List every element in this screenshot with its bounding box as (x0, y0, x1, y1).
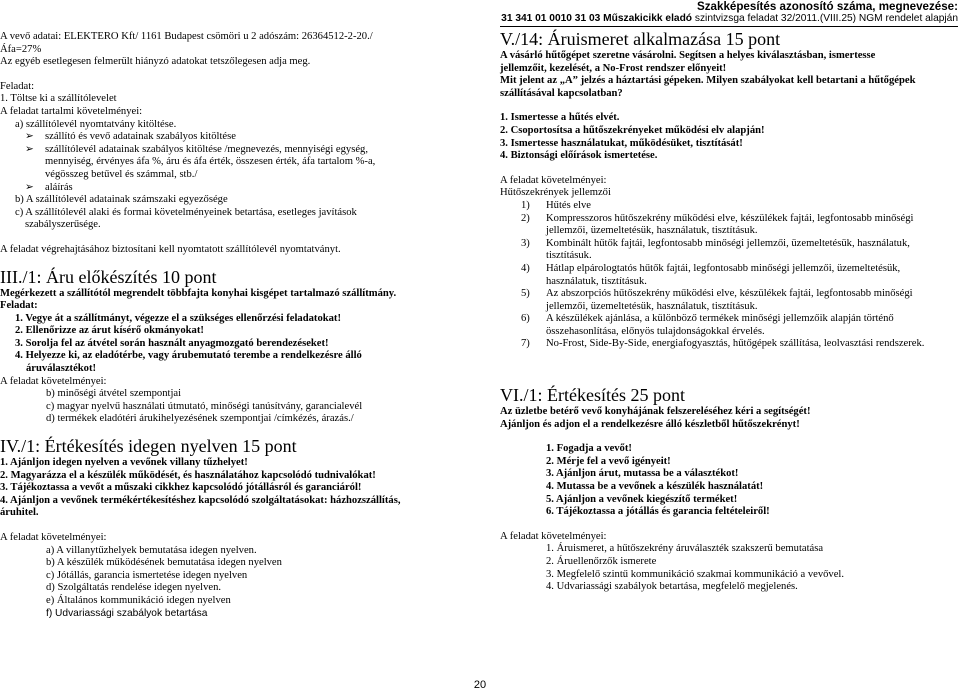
task-1: 1. Töltse ki a szállítólevelet (0, 93, 117, 105)
right-column (500, 0, 958, 594)
section-5-req-subtitle: Hűtőszekrények jellemzői (500, 187, 611, 199)
numbered-item: 4) Hátlap elpárologtatós hűtők fajtái, legfontosabb minőségi jellemzői, üzemeltetésük, használatuk, tisztításuk. (521, 262, 901, 287)
section-6-task: 4. Mutassa be a vevőnek a készülék használatát! (546, 481, 764, 493)
bullet-item: ➢ szállító és vevő adatainak szabályos kitöltése (25, 131, 236, 143)
section-3-intro: Megérkezett a szállítótól megrendelt többfajta konyhai kisgépet tartalmazó szállítmány. (0, 287, 397, 299)
bullet-item: ➢ szállítólevél adatainak szabályos kitöltése /megnevezés, mennyiségi egység, mennyiség, érvényes áfa %, áru és áfa érték, összesen érték, áfa tartalom %-a, végösszeg betűvel és számmal, stb./ (25, 143, 376, 180)
requirement-c: c) A szállítólevél alaki és formai követelményeinek betartása, esetleges javítások (15, 206, 357, 218)
arrow-bullet-icon: ➢ (25, 181, 34, 193)
section-6-intro: Az üzletbe betérő vevő konyhájának felszereléséhez kéri a segítségét! (500, 406, 811, 418)
section-3-task-label: Feladat: (0, 300, 38, 312)
numbered-item: 2) Kompresszoros hűtőszekrény működési elve, készülékek fajtái, legfontosabb minőségi jellemzői, üzemeltetésük, használatuk, tisztításuk. (521, 212, 914, 237)
section-4-req: d) Szolgáltatás rendelése idegen nyelven. (46, 582, 222, 594)
section-6-req: 3. Megfelelő szintű kommunikáció szakmai kommunikáció a vevővel. (546, 568, 845, 580)
numbered-item: 1) Hűtés elve (521, 199, 592, 211)
section-5-req-label: A feladat követelményei: (500, 174, 607, 186)
section-5-intro: Mit jelent az „A” jelzés a háztartási gépeken. Milyen szabályokat kell betartani a hűtőgépek (500, 75, 916, 87)
requirement-a: a) szállítólevél nyomtatvány kitöltése. (15, 118, 177, 130)
section-4-req: f) Udvariassági szabályok betartása (46, 607, 208, 619)
section-3-task: 4. Helyezze ki, az eladótérbe, vagy árubemutató terembe a rendelkezésre álló (15, 350, 362, 362)
section-5-task: 1. Ismertesse a hűtés elvét. (500, 112, 620, 124)
section-4-req: b) A készülék működésének bemutatása idegen nyelven (46, 557, 282, 569)
requirement-c-cont: szabályszerűsége. (25, 219, 101, 231)
section-5-intro: szállításával kapcsolatban? (500, 87, 623, 99)
task-label: Feladat: (0, 80, 35, 92)
bullet-item: ➢ aláírás (25, 181, 73, 193)
section-3-task-cont: áruválasztékot! (26, 363, 97, 375)
section-6-req: 2. Áruellenőrzők ismerete (546, 556, 657, 567)
section-5-title: V./14: Áruismeret alkalmazása 15 pont (500, 29, 781, 49)
section-4-req: c) Jótállás, garancia ismertetése idegen nyelven (46, 569, 248, 581)
arrow-bullet-icon: ➢ (25, 143, 34, 155)
other-data-line: Az egyéb esetlegesen felmerült hiányzó adatokat tetszőlegesen adja meg. (0, 56, 311, 68)
section-4-task: 1. Ajánljon idegen nyelven a vevőnek villany tűzhelyet! (0, 457, 248, 469)
section-4-task: 4. Ajánljon a vevőnek termékértékesítéshez kapcsolódó szolgáltatásokat: házhozszállítás, (0, 494, 401, 506)
section-6-intro: Ajánljon és adjon el a rendelkezésre álló készletből hűtőszekrényt! (500, 418, 800, 430)
arrow-bullet-icon: ➢ (25, 131, 34, 143)
section-3-task: 3. Sorolja fel az átvétel során használt anyagmozgató berendezéseket! (15, 337, 329, 349)
section-3-title: III./1: Áru előkészítés 10 pont (0, 266, 217, 287)
requirements-label: A feladat tartalmi követelményei: (0, 105, 143, 117)
section-6-req: 4. Udvariassági szabályok betartása, megfelelő megjelenés. (546, 581, 798, 593)
buyer-data-line: A vevő adatai: ELEKTERO Kft/ 1161 Budapest csömöri u 2 adószám: 26364512-2-20./ (0, 31, 373, 42)
section-3-task: 1. Vegye át a szállítmányt, végezze el a szükséges ellenőrzési feladatokat! (15, 312, 341, 324)
section-3-task: 2. Ellenőrizze az árut kísérő okmányokat! (15, 325, 204, 337)
section-6-task: 1. Fogadja a vevőt! (546, 443, 632, 455)
section-4-task-cont: áruhitel. (0, 507, 39, 519)
section-5-task: 2. Csoportosítsa a hűtőszekrényeket működési elv alapján! (500, 124, 765, 136)
header-regulation: szintvizsga feladat 32/2011.(VIII.25) NGM rendelet alapján (692, 13, 958, 24)
header-title: Szakképesítés azonosító száma, megnevezése: (697, 0, 958, 13)
section-3-req: d) termékek eladótéri árukihelyezésének szempontjai /címkézés, árazás./ (46, 413, 354, 425)
section-4-task: 3. Tájékoztassa a vevőt a műszaki cikkhez kapcsolódó jótállásról és garanciáról! (0, 482, 362, 494)
section-5-intro: jellemzőit, kezelését, a No-Frost rendszer előnyeit! (500, 62, 727, 74)
header-rule (500, 26, 958, 27)
section-6-task: 5. Ajánljon a vevőnek kiegészítő terméket! (546, 493, 738, 505)
section-4-task: 2. Magyarázza el a készülék működését, és használatához kapcsolódó tudnivalókat! (0, 469, 376, 481)
header-subtitle (500, 13, 958, 25)
section-6-task: 6. Tájékoztassa a jótállás és garancia feltételeiről! (546, 506, 770, 518)
section-5-task: 3. Ismertesse használatukat, működésüket, tisztítását! (500, 137, 743, 149)
section-6-task: 3. Ajánljon árut, mutassa be a választékot! (546, 468, 739, 480)
section-6-task: 2. Mérje fel a vevő igényeit! (546, 455, 671, 467)
section-4-req: e) Általános kommunikáció idegen nyelven (46, 594, 231, 606)
numbered-item: 3) Kombinált hűtők fajtái, legfontosabb minőségi jellemzői, üzemeltetésük, használatuk, tisztításuk. (521, 237, 910, 262)
section-4-req: a) A villanytűzhelyek bemutatása idegen nyelven. (46, 544, 257, 556)
numbered-item: 6) A készülékek ajánlása, a különböző termékek minőségi jellemzőik alapján történő összehasonlítása, előnyös tulajdonságokkal érvelés. (521, 313, 894, 337)
section-3-req: c) magyar nyelvű használati útmutató, minőségi tanúsítvány, garancialevél (46, 400, 363, 412)
section-3-req-label: A feladat követelményei: (0, 375, 107, 387)
section-6-title: VI./1: Értékesítés 25 pont (500, 385, 685, 406)
section-5-intro: A vásárló hűtőgépet szeretne vásárolni. Segítsen a helyes kiválasztásban, ismertesse (500, 50, 876, 61)
section-5-task: 4. Biztonsági előírások ismertetése. (500, 150, 658, 162)
section-3-req: b) minőségi átvétel szempontjai (46, 388, 182, 400)
section-4-title: IV./1: Értékesítés idegen nyelven 15 pont (0, 436, 297, 457)
section-6-req: 1. Áruismeret, a hűtőszekrény áruválaszték szakszerű bemutatása (546, 543, 824, 555)
left-column (0, 0, 468, 620)
section-6-req-label: A feladat követelményei: (500, 530, 607, 542)
section-4-req-label: A feladat követelményei: (0, 532, 107, 543)
page-number: 20 (473, 679, 487, 691)
numbered-item: 5) Az abszorpciós hűtőszekrény működési elve, készülékek fajtái, legfontosabb minőségi jellemzői, üzemeltetésük, használatuk, tisztításuk. (521, 288, 913, 312)
numbered-item: 7) No-Frost, Side-By-Side, energiafogyasztás, hűtőgépek szállítása, leolvasztási rendszerek. (521, 338, 925, 350)
header-code: 31 341 01 0010 31 03 Műszakicikk eladó (501, 13, 693, 24)
requirement-b: b) A szállítólevél adatainak számszaki egyezősége (15, 194, 228, 206)
form-note: A feladat végrehajtásához biztosítani kell nyomtatott szállítólevél nyomtatványt. (0, 243, 341, 255)
vat-line: Áfa=27% (0, 43, 42, 55)
